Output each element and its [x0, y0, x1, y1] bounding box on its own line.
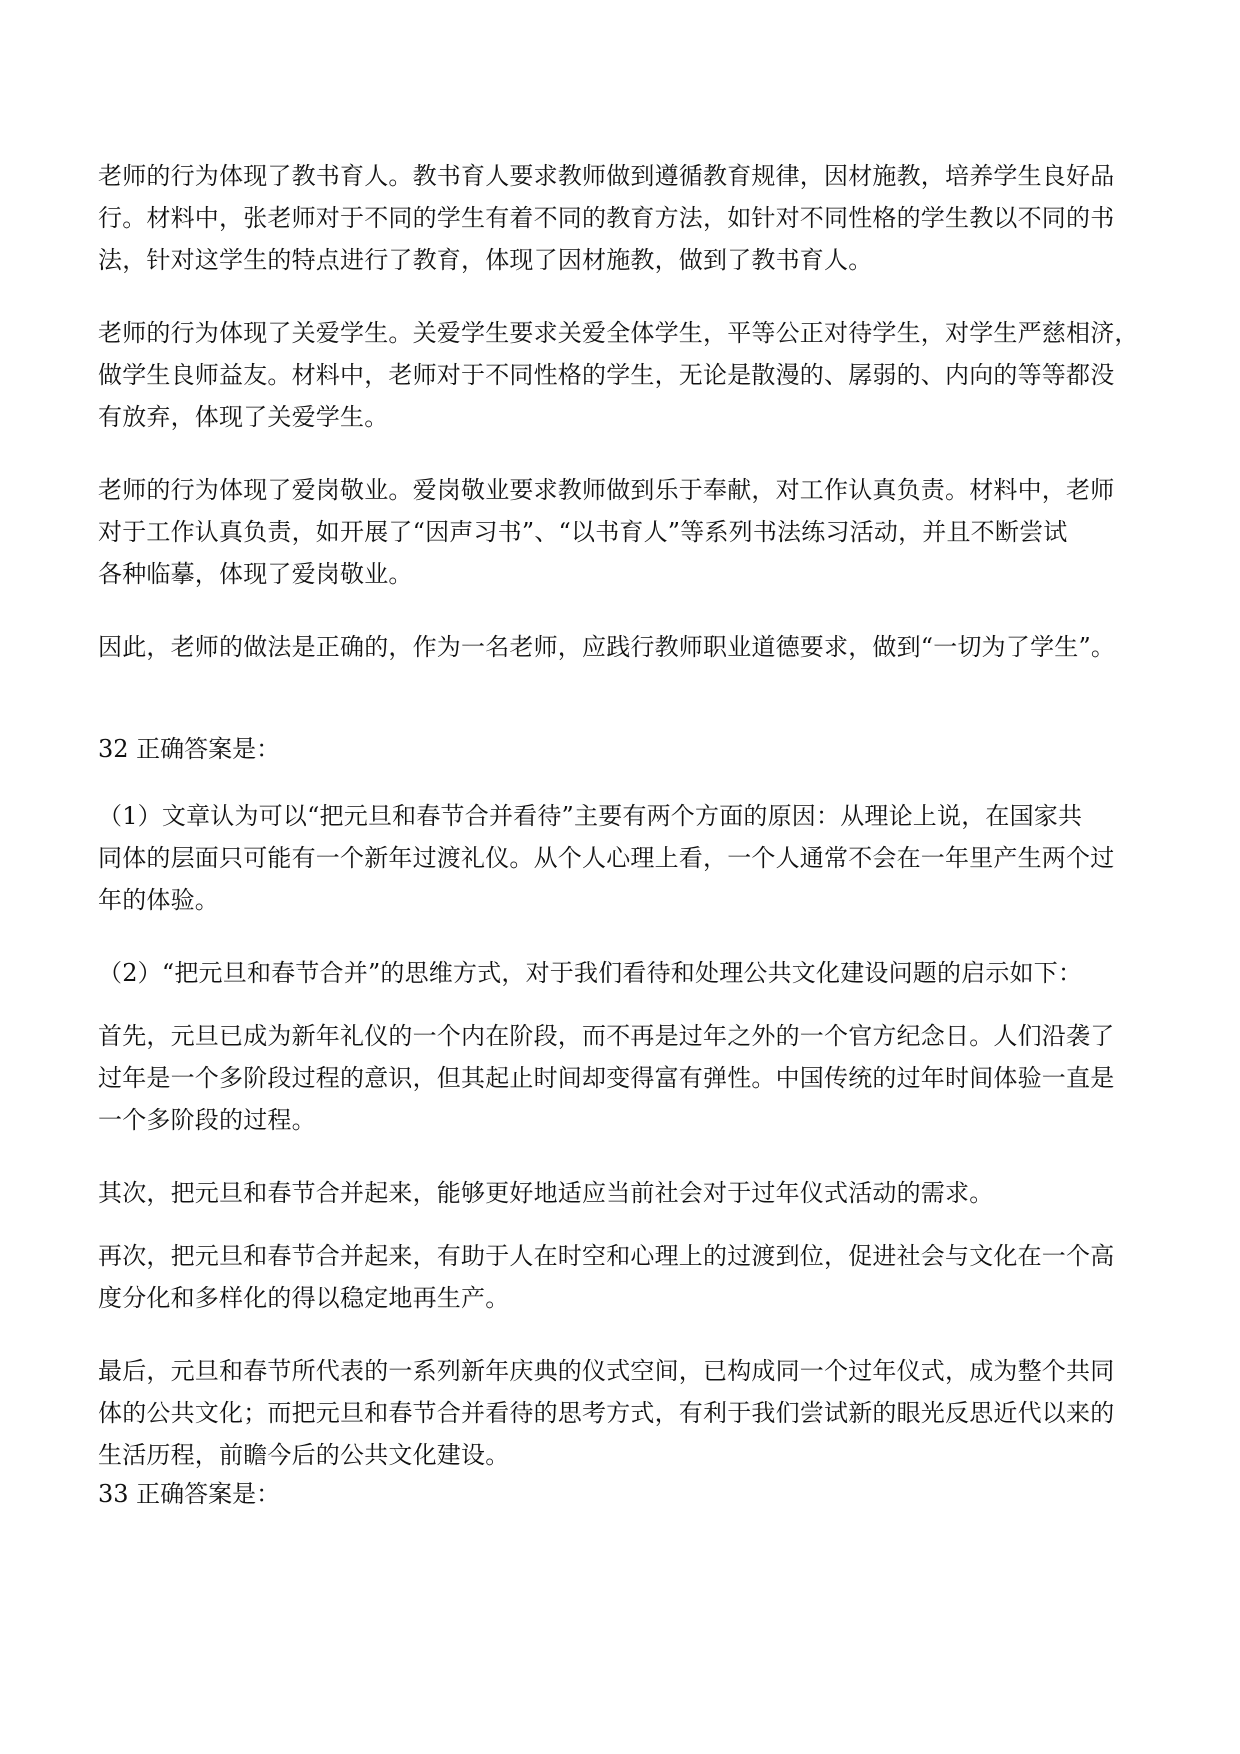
paragraph-teaching-educating	[98, 155, 1148, 281]
text-line: 老师的行为体现了爱岗敬业。爱岗敬业要求教师做到乐于奉献，对工作认真负责。材料中，老师	[98, 476, 1115, 504]
paragraph-firstly	[98, 1015, 1148, 1141]
answer-heading-32: 32 正确答案是：	[98, 735, 281, 763]
text-line: 再次，把元旦和春节合并起来，有助于人在时空和心理上的过渡到位，促进社会与文化在一个高	[98, 1242, 1115, 1270]
text-line: 行。材料中，张老师对于不同的学生有着不同的教育方法，如针对不同性格的学生教以不同的书	[98, 204, 1115, 232]
paragraph-caring-students	[98, 312, 1148, 438]
text-line: 各种临摹，体现了爱岗敬业。	[98, 560, 413, 588]
text-line: 对于工作认真负责，如开展了“因声习书”、“以书育人”等系列书法练习活动，并且不断尝试	[98, 518, 1068, 546]
text-line: 最后，元旦和春节所代表的一系列新年庆典的仪式空间，已构成同一个过年仪式，成为整个共同	[98, 1357, 1115, 1385]
paragraph-secondly	[98, 1172, 1148, 1214]
text-line: 其次，把元旦和春节合并起来，能够更好地适应当前社会对于过年仪式活动的需求。	[98, 1179, 994, 1207]
paragraph-thirdly	[98, 1235, 1148, 1319]
text-line: 首先，元旦已成为新年礼仪的一个内在阶段，而不再是过年之外的一个官方纪念日。人们沿袭了	[98, 1022, 1115, 1050]
text-line: 老师的行为体现了教书育人。教书育人要求教师做到遵循教育规律，因材施教，培养学生良好品	[98, 162, 1115, 190]
text-line: 一个多阶段的过程。	[98, 1106, 316, 1134]
text-line: （2）“把元旦和春节合并”的思维方式，对于我们看待和处理公共文化建设问题的启示如下：	[98, 959, 1083, 987]
paragraph-answer-1	[98, 795, 1148, 921]
paragraph-finally	[98, 1350, 1148, 1476]
text-line: 老师的行为体现了关爱学生。关爱学生要求关爱全体学生，平等公正对待学生，对学生严慈相济，	[98, 319, 1139, 347]
paragraph-answer-2-intro	[98, 952, 1148, 994]
text-line: 年的体验。	[98, 886, 219, 914]
text-line: 体的公共文化；而把元旦和春节合并看待的思考方式，有利于我们尝试新的眼光反思近代以来的	[98, 1399, 1115, 1427]
text-line: （1）文章认为可以“把元旦和春节合并看待”主要有两个方面的原因：从理论上说，在国家共	[98, 802, 1083, 830]
text-line: 有放弃，体现了关爱学生。	[98, 403, 389, 431]
text-line: 法，针对这学生的特点进行了教育，体现了因材施教，做到了教书育人。	[98, 246, 873, 274]
text-line: 同体的层面只可能有一个新年过渡礼仪。从个人心理上看，一个人通常不会在一年里产生两个过	[98, 844, 1115, 872]
text-line: 度分化和多样化的得以稳定地再生产。	[98, 1284, 510, 1312]
text-line: 做学生良师益友。材料中，老师对于不同性格的学生，无论是散漫的、孱弱的、内向的等等都没	[98, 361, 1115, 389]
text-line: 因此，老师的做法是正确的，作为一名老师，应践行教师职业道德要求，做到“一切为了学生”。	[98, 633, 1116, 661]
paragraph-conclusion	[98, 626, 1148, 668]
answer-heading-33: 33 正确答案是：	[98, 1480, 281, 1508]
paragraph-dedication	[98, 469, 1148, 595]
text-line: 过年是一个多阶段过程的意识，但其起止时间却变得富有弹性。中国传统的过年时间体验一直是	[98, 1064, 1115, 1092]
text-line: 生活历程，前瞻今后的公共文化建设。	[98, 1441, 510, 1469]
